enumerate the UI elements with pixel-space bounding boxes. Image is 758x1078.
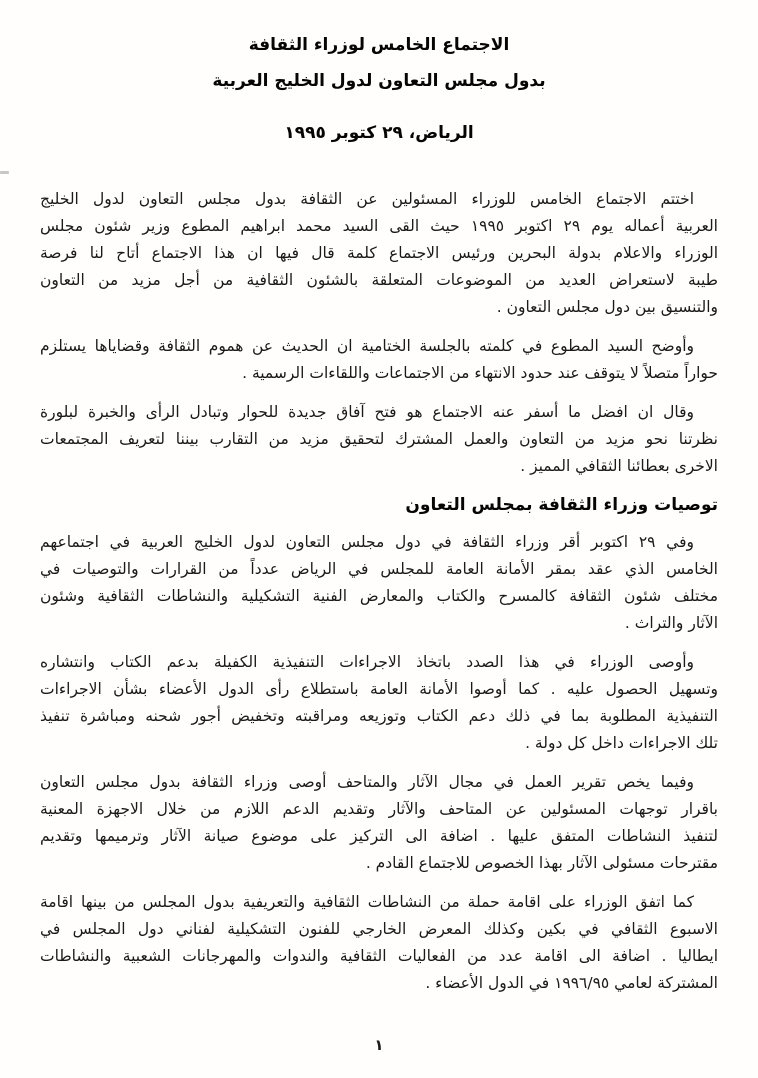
text-line: لتنفيذ النشاطات المتفق عليها . اضافة الى التركيز على موضوع صيانة الآثار وترميمها وتقديم [40,827,718,845]
paragraph [40,769,718,877]
paragraph [40,186,718,321]
intro-section [40,186,718,480]
text-line: حواراً متصلاً لا يتوقف عند حدود الانتهاء من الاجتماعات واللقاءات الرسمية . [242,364,718,382]
text-line: الوزراء والاعلام بدولة البحرين ورئيس الاجتماع كلمة قال فيها ان هذا الاجتماع أتاح لنا فرصة [40,244,718,262]
text-line: وتسهيل الحصول عليه . كما أوصوا الأمانة العامة باستطلاع رأى الدول الأعضاء بشأن الاجراءات [40,680,718,698]
text-line: الخامس الذي عقد بمقر الأمانة العامة للمجلس في الرياض عدداً من القرارات والتوصيات في [40,560,718,578]
text-line: كما اتفق الوزراء على اقامة حملة من النشاطات الثقافية والتعريفية بدول المجلس من بينها اقامة [40,893,694,911]
date-line: الرياض، ٢٩ كتوبر ١٩٩٥ [284,123,474,143]
text-line: تلك الاجراءات داخل كل دولة . [525,734,718,752]
text-line: مختلف شئون الثقافة كالمسرح والكتاب والمعارض الفنية التشكيلية والنشاطات الثقافية وشئون [40,587,718,605]
text-line: وقال ان افضل ما أسفر عنه الاجتماع هو فتح آفاق جديدة للحوار وتبادل الرأى والخبرة لبلورة [40,403,694,421]
text-line: وفي ٢٩ اكتوبر أقر وزراء الثقافة في دول مجلس التعاون لدول الخليج العربية في اجتماعهم [40,533,694,551]
text-line: والتنسيق بين دول مجلس التعاون . [496,298,718,316]
text-line: مقترحات مسئولى الآثار بهذا الخصوص للاجتماع القادم . [365,854,718,872]
title-line-1: الاجتماع الخامس لوزراء الثقافة [248,35,510,55]
section-heading: توصيات وزراء الثقافة بمجلس التعاون [405,495,718,515]
text-line: وأوضح السيد المطوع في كلمته بالجلسة الختامية ان الحديث عن هموم الثقافة وقضاياها يستلزم [40,337,694,355]
text-line: نظرتنا نحو مزيد من التعاون والعمل المشترك لتحقيق مزيد من التقارب بيننا لتعريف المجتمعات [40,430,718,448]
recommendations-section [40,529,718,997]
text-line: العربية أعماله يوم ٢٩ اكتوبر ١٩٩٥ حيث القى السيد محمد ابراهيم المطوع وزير شئون مجلس [40,217,718,235]
document-footer [0,1035,758,1054]
title-line-2: بدول مجلس التعاون لدول الخليج العربية [212,71,546,91]
text-line: الآثار والتراث . [624,614,718,632]
paragraph [40,529,718,637]
text-line: وفيما يخص تقرير العمل في مجال الآثار والمتاحف أوصى وزراء الثقافة بدول مجلس التعاون [40,773,694,791]
document-header [0,0,758,151]
paragraph [40,399,718,480]
paragraph [40,649,718,757]
paragraph [40,889,718,997]
page-number: ١ [374,1036,384,1054]
text-line: التنفيذية المطلوبة بما في ذلك دعم الكتاب وتوزيعه ومراقبته وتخفيض أجور شحنه ومباشرة تنفيذ [40,707,718,725]
text-line: الاسبوع الثقافي في بكين وكذلك المعرض الخارجي للفنون التشكيلية لفناني دول المجلس في [40,920,718,938]
text-line: المشتركة لعامي ١٩٩٦/٩٥ في الدول الأعضاء . [425,974,718,992]
text-line: ايطاليا . اضافة الى اقامة عدد من الفعاليات الثقافية والندوات والمهرجانات الشعبية والنشاطات [40,947,718,965]
document-body [40,186,718,997]
scan-edge-artifact [0,171,9,174]
text-line: وأوصى الوزراء في هذا الصدد باتخاذ الاجراءات التنفيذية الكفيلة بدعم الكتاب وانتشاره [40,653,694,671]
text-line: طيبة لاستعراض العديد من الموضوعات المتعلقة بالشئون الثقافية من أجل مزيد من التعاون [40,271,718,289]
text-line: باقرار توجهات المسئولين عن المتاحف والآثار وتقديم الدعم اللازم من خلال الاجهزة المعنية [40,800,718,818]
paragraph [40,333,718,387]
text-line: الاخرى بعطائنا الثقافي المميز . [520,457,718,475]
text-line: اختتم الاجتماع الخامس للوزراء المسئولين عن الثقافة بدول مجلس التعاون لدول الخليج [40,190,694,208]
